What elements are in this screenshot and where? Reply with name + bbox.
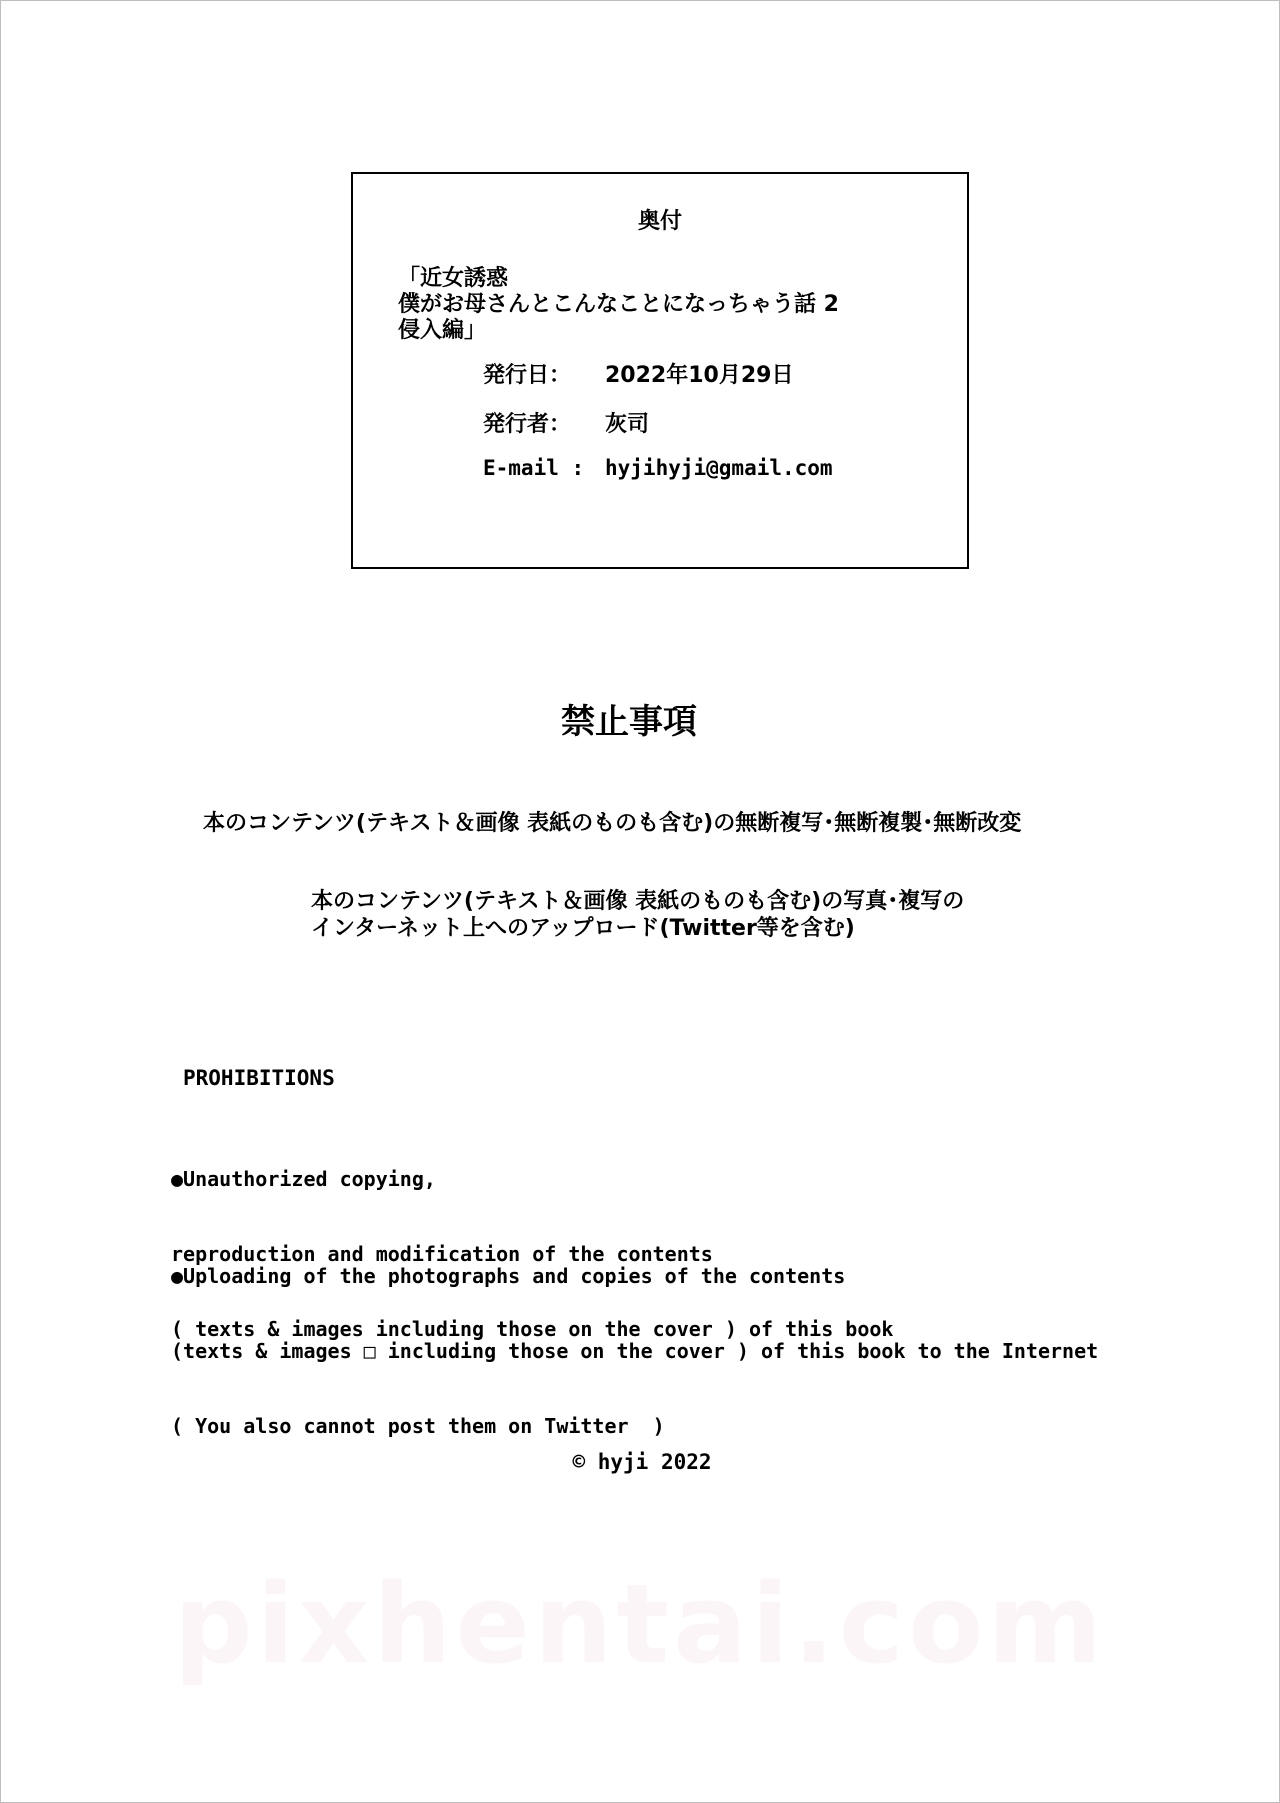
colophon-heading: 奥付 [637, 209, 682, 234]
publish-date-label: 発行日： [483, 363, 572, 388]
prohibition-en-item-2 [171, 1214, 1098, 1464]
email-row [483, 456, 833, 481]
email-value: hyjihyji@gmail.com [605, 456, 833, 480]
prohibition-en-item-1-line-1: ●Unauthorized copying, [171, 1167, 436, 1191]
watermark-text: pixhentai.com [173, 1560, 1107, 1688]
prohibition-en-item-2-line-3: ( You also cannot post them on Twitter ) [171, 1414, 665, 1438]
prohibition-jp-item-1: 本のコンテンツ(テキスト＆画像 表紙のものも含む)の無断複写･無断複製･無断改変 [203, 811, 1022, 836]
publisher-row [483, 407, 649, 438]
publisher-label: 発行者： [483, 412, 572, 437]
prohibition-en-item-1-line-3: ( texts & images including those on the cover ) of this book [171, 1317, 894, 1341]
prohibition-jp-item-2-line-2: インターネット上へのアップロード(Twitter等を含む) [311, 916, 855, 941]
publisher-value: 灰司 [605, 412, 650, 437]
prohibition-en-item-2-line-2: (texts & images □ including those on the cover ) of this book to the Internet [171, 1339, 1099, 1363]
book-title-line-2: 僕がお母さんとこんなことになっちゃう話 2 [398, 292, 839, 317]
prohibition-en-item-1-line-2: reproduction and modification of the contents [171, 1242, 713, 1266]
publish-date-row [483, 358, 793, 389]
prohibitions-heading-en: PROHIBITIONS [183, 1066, 335, 1090]
colophon-box [351, 172, 969, 569]
prohibition-en-item-2-line-1: ●Uploading of the photographs and copies of the contents [171, 1264, 846, 1288]
book-title [398, 266, 839, 344]
publish-date-value: 2022年10月29日 [605, 363, 794, 388]
prohibition-jp-item-2-line-1: 本のコンテンツ(テキスト＆画像 表紙のものも含む)の写真･複写の [311, 889, 965, 914]
copyright-notice: © hyji 2022 [572, 1450, 712, 1474]
prohibition-jp-item-2 [311, 888, 964, 942]
email-label: E-mail : [483, 456, 585, 480]
book-title-line-1: 「近女誘惑 [398, 266, 509, 291]
book-title-line-3: 侵入編」 [398, 318, 487, 343]
prohibitions-heading-jp: 禁止事項 [561, 702, 697, 742]
